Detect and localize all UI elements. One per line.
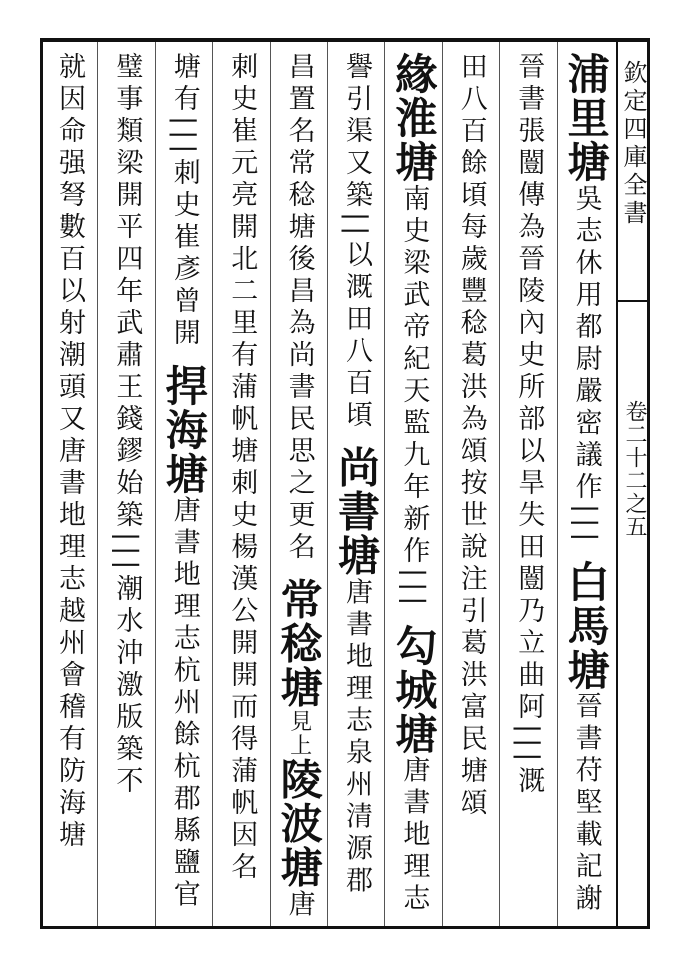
frame-top-border bbox=[40, 38, 650, 42]
entry-headword: 常稔塘 bbox=[274, 577, 324, 710]
entry-headword: 捍海塘 bbox=[159, 363, 209, 496]
entry-text: 南史梁武帝紀天監九年新作||| bbox=[398, 184, 430, 624]
entry-headword: 浦里塘 bbox=[561, 52, 611, 184]
text-column-9 bbox=[97, 52, 155, 924]
text-column-3 bbox=[442, 52, 500, 924]
book-title: 欽定四庫全書 bbox=[619, 60, 647, 228]
text-column-5 bbox=[327, 52, 385, 924]
entry-headword: 陵波塘 bbox=[274, 757, 324, 890]
entry-text: 塘有|||刺史崔彥曾開 bbox=[168, 52, 200, 364]
text-column-10 bbox=[40, 52, 98, 924]
text-column-1 bbox=[557, 52, 615, 924]
entry-text: 刺史崔元亮開北二里有蒲帆塘刺史楊漢公開開而得蒲帆因名 bbox=[226, 52, 258, 884]
entry-text: 璧事類梁開平四年武肅王錢鏐始築|||潮水沖激版築不 bbox=[111, 52, 143, 799]
entry-headword: 緣淮塘 bbox=[389, 52, 439, 184]
entry-text: 唐書地理志 bbox=[398, 755, 430, 916]
cross-reference-note: 見上 bbox=[286, 709, 312, 758]
frame-bottom-border bbox=[40, 926, 650, 929]
entry-text: 晉書張闓傳為晉陵內史所部以旱失田闓乃立曲阿|||溉 bbox=[513, 52, 545, 799]
volume-label: 卷二十二之五 bbox=[622, 400, 647, 538]
entry-text: 田八百餘頃每歲豐稔葛洪為頌按世說注引葛洪富民塘頌 bbox=[455, 52, 487, 820]
text-column-8 bbox=[155, 52, 213, 924]
margin-divider bbox=[617, 300, 648, 302]
entry-text: 唐 bbox=[283, 889, 315, 922]
entry-text: 吳志休用都尉嚴密議作||| bbox=[570, 184, 602, 560]
text-column-6 bbox=[270, 52, 328, 924]
entry-text: 唐書地理志杭州餘杭郡縣鹽官 bbox=[168, 495, 200, 912]
entry-text: 就因命强弩數百以射潮頭又唐書地理志越州會稽有防海塘 bbox=[54, 52, 85, 852]
entry-headword: 勾城塘 bbox=[389, 623, 439, 756]
entry-text: 昌置名常稔塘後昌為尚書民思之更名 bbox=[283, 52, 315, 578]
entry-text: 譽引渠又築||以溉田八百頃 bbox=[341, 52, 372, 446]
entry-headword: 尚書塘 bbox=[332, 445, 381, 578]
text-column-7 bbox=[212, 52, 270, 924]
entry-text: 唐書地理志泉州清源郡 bbox=[341, 577, 372, 898]
entry-text: 晉書苻堅載記謝 bbox=[570, 691, 602, 916]
text-column-4 bbox=[384, 52, 442, 924]
text-column-2 bbox=[499, 52, 557, 924]
entry-headword: 白馬塘 bbox=[561, 559, 611, 692]
